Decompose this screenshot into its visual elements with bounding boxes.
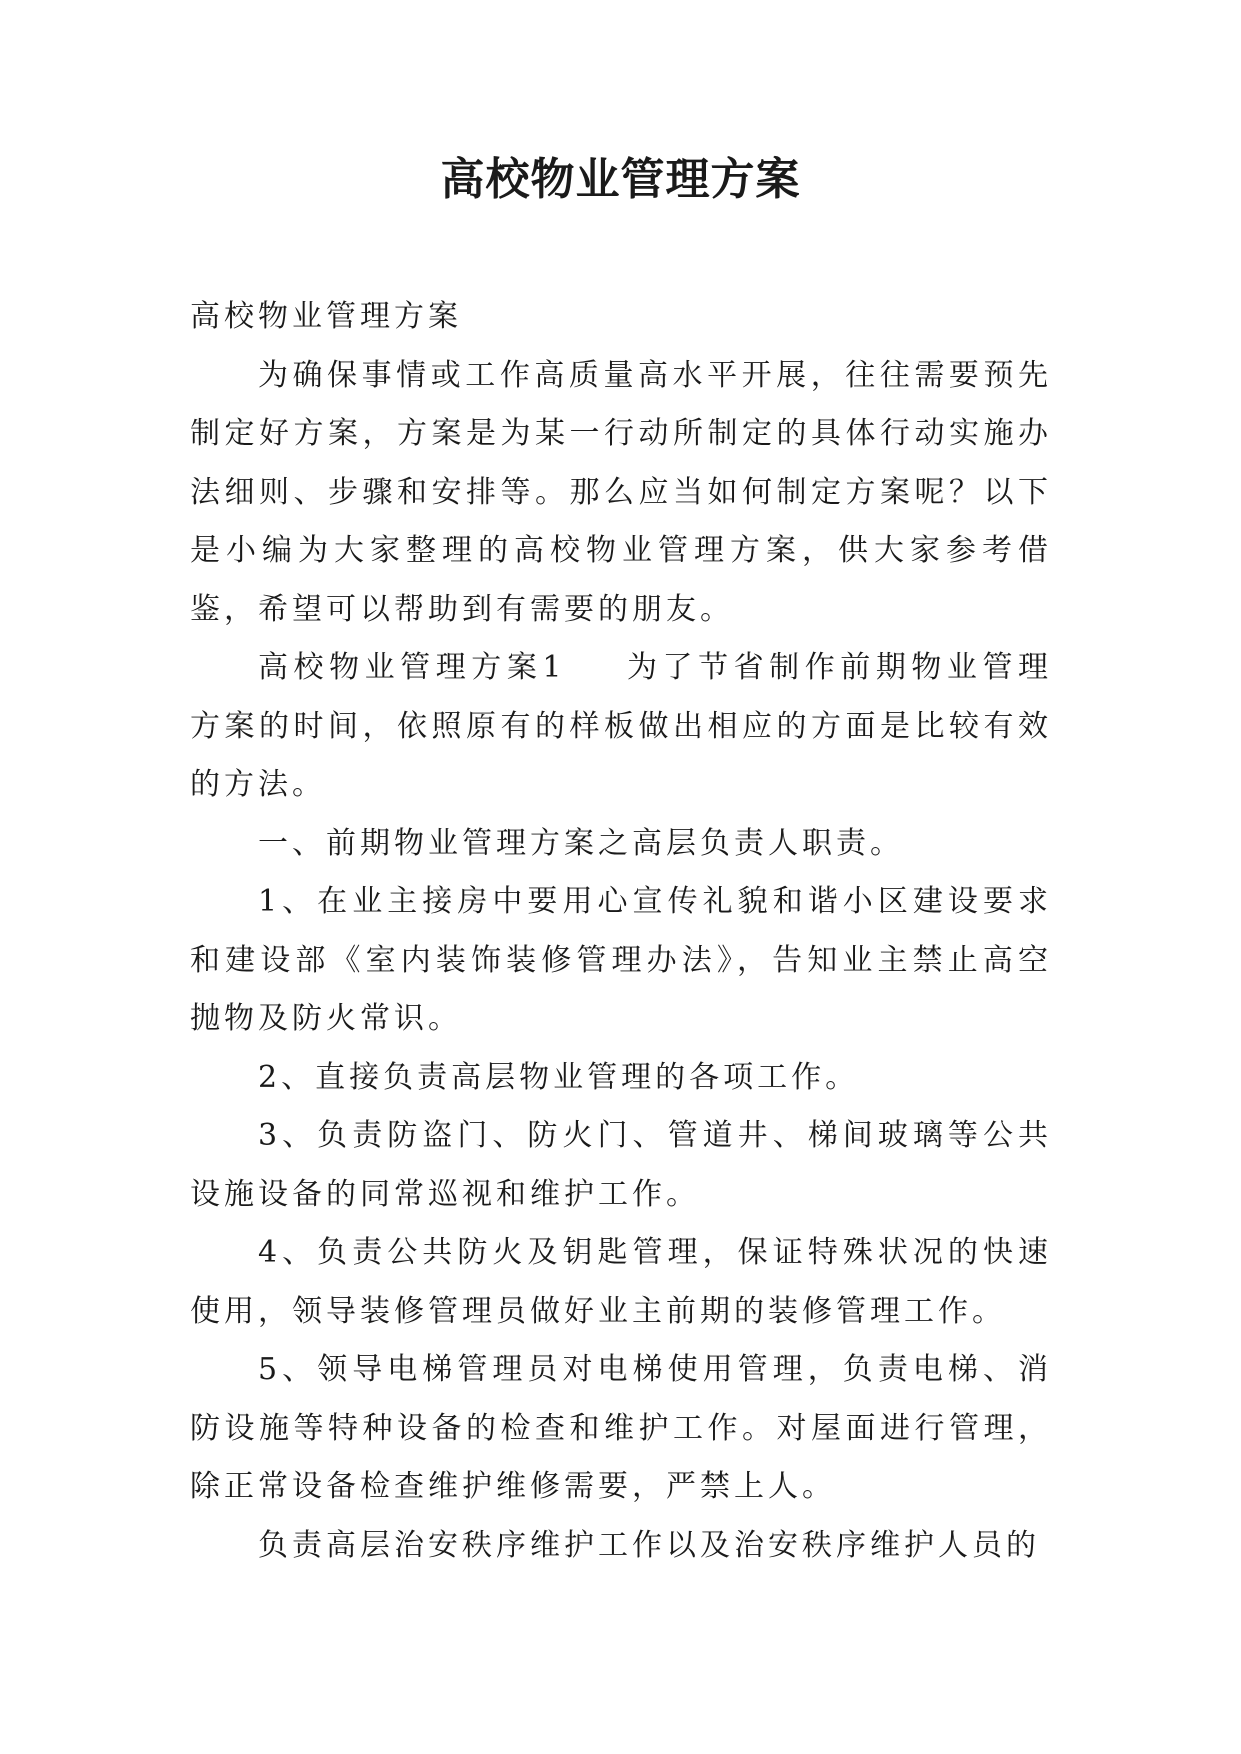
item-2: 2、直接负责高层物业管理的各项工作。 bbox=[258, 1059, 860, 1095]
part1-heading: 一、前期物业管理方案之高层负责人职责。 bbox=[258, 825, 904, 861]
intro-paragraph: 为确保事情或工作高质量高水平开展，往往需要预先制定好方案，方案是为某一行动所制定的具体行动实施办法细则、步骤和安排等。那么应当如何制定方案呢？以下是小编为大家整理的高校物业管理方案，供大家参考借鉴，希望可以帮助到有需要的朋友。 bbox=[190, 357, 1052, 627]
section1-text: 为了节省制作前期物业管理方案的时间，依照原有的样板做出相应的方面是比较有效的方法。 bbox=[190, 650, 1052, 802]
document-body bbox=[190, 288, 1052, 1575]
last-paragraph: 负责高层治安秩序维护工作以及治安秩序维护人员的 bbox=[258, 1527, 1040, 1563]
item-4: 4、负责公共防火及钥匙管理，保证特殊状况的快速使用，领导装修管理员做好业主前期的装修管理工作。 bbox=[190, 1235, 1052, 1329]
document-title: 高校物业管理方案 bbox=[440, 154, 801, 205]
item-3: 3、负责防盗门、防火门、管道井、梯间玻璃等公共设施设备的同常巡视和维护工作。 bbox=[190, 1118, 1052, 1212]
section1-heading: 高校物业管理方案1 bbox=[258, 650, 566, 685]
item-5: 5、领导电梯管理员对电梯使用管理，负责电梯、消防设施等特种设备的检查和维护工作。对屋面进行管理，除正常设备检查维护维修需要，严禁上人。 bbox=[190, 1352, 1052, 1504]
subtitle: 高校物业管理方案 bbox=[190, 299, 462, 334]
section1-paragraph bbox=[190, 639, 1052, 815]
item-1: 1、在业主接房中要用心宣传礼貌和谐小区建设要求和建设部《室内装饰装修管理办法》，告知业主禁止高空抛物及防火常识。 bbox=[190, 884, 1052, 1036]
